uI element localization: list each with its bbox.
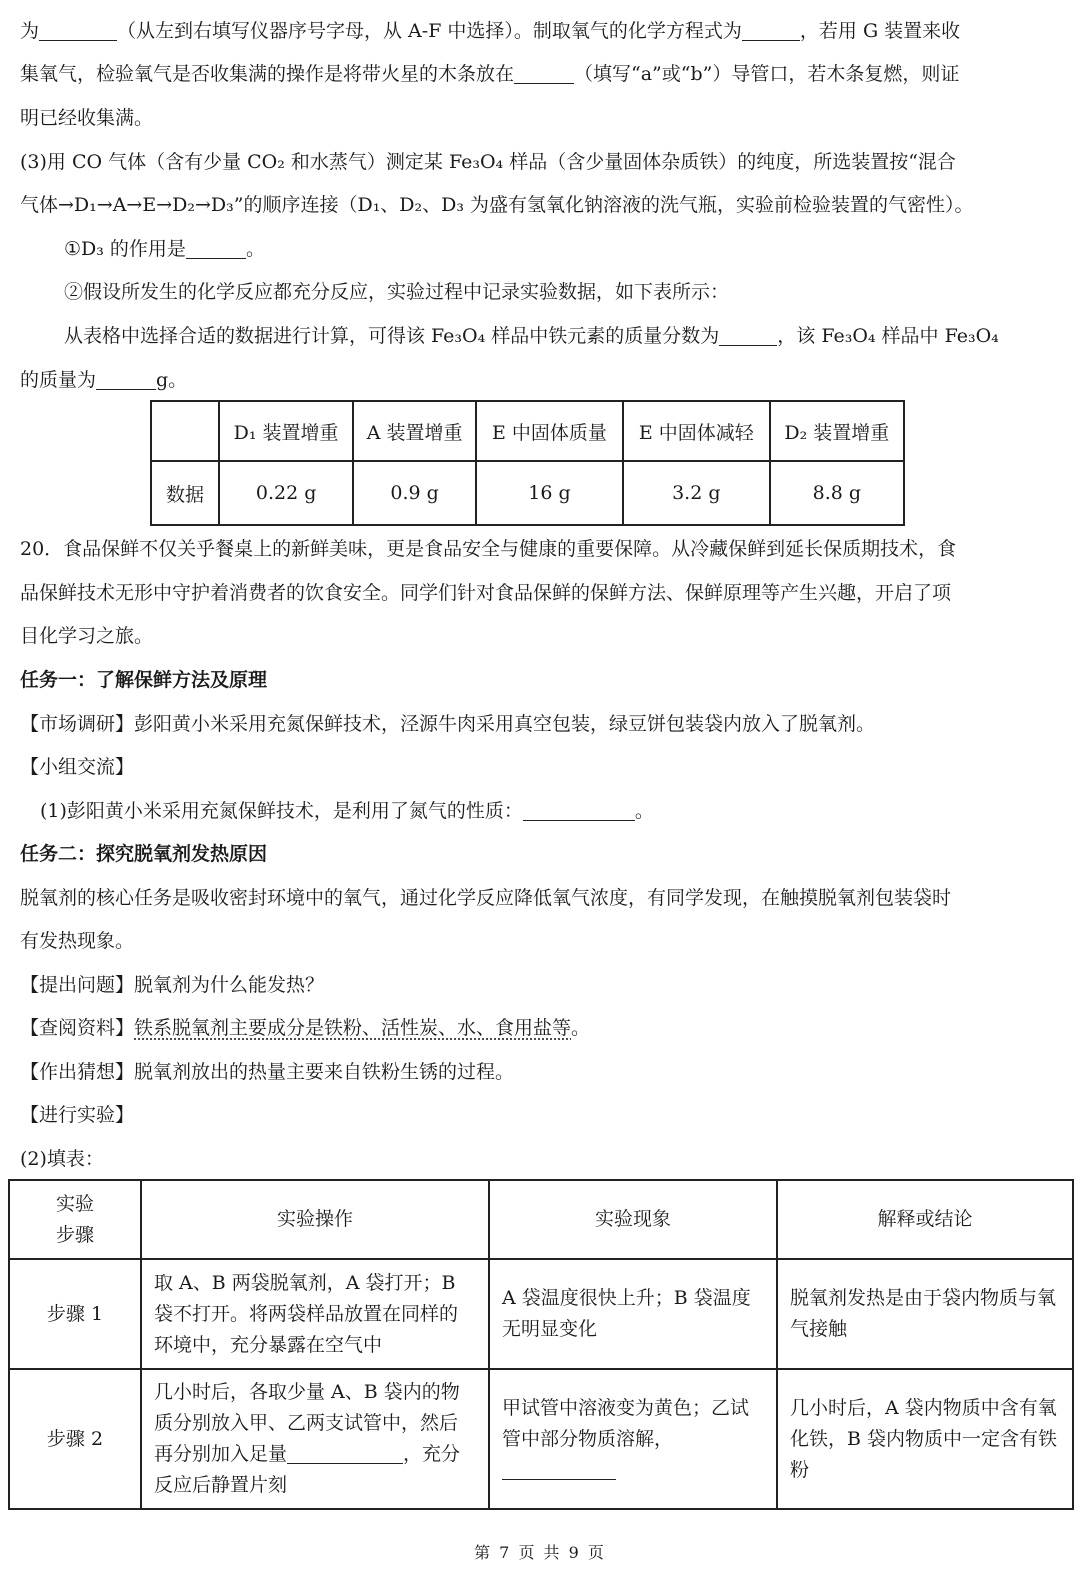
text: 集氧气，检验氧气是否收集满的操作是将带火星的木条放在	[20, 63, 515, 85]
text: (1)彭阳黄小米采用充氮保鲜技术，是利用了氮气的性质：	[40, 800, 523, 822]
data-table	[150, 400, 905, 526]
text: 从表格中选择合适的数据进行计算，可得该 Fe₃O₄ 样品中铁元素的质量分数为	[64, 325, 720, 347]
answer-blank[interactable]	[514, 59, 574, 84]
q19-sub2: ②假设所发生的化学反应都充分反应，实验过程中记录实验数据，如下表所示：	[64, 281, 730, 303]
table-cell: 0.9 g	[353, 461, 476, 525]
answer-blank[interactable]	[186, 234, 246, 259]
answer-blank[interactable]	[287, 1439, 403, 1464]
q20-intro2: 品保鲜技术无形中守护着消费者的饮食安全。同学们针对食品保鲜的保鲜方法、保鲜原理等产生兴趣，开启了项	[20, 582, 952, 604]
table-header-cell: 实验操作	[141, 1180, 489, 1259]
text: ，若用 G 装置来收	[799, 20, 961, 42]
table-row	[9, 1369, 1073, 1509]
table-cell: 8.8 g	[770, 461, 904, 525]
table-cell: A 袋温度很快上升；B 袋温度无明显变化	[489, 1259, 777, 1369]
task2-heading: 任务二：探究脱氧剂发热原因	[20, 843, 268, 865]
page-footer: 第 7 页 共 9 页	[474, 1543, 606, 1562]
table-header-cell: A 装置增重	[353, 401, 476, 461]
text: ，该 Fe₃O₄ 样品中 Fe₃O₄	[777, 325, 999, 347]
answer-blank[interactable]	[742, 16, 800, 41]
table-cell	[141, 1369, 489, 1509]
step-label: 步骤 2	[9, 1369, 141, 1509]
text: ①D₃ 的作用是	[64, 238, 186, 260]
experiment-table	[8, 1179, 1074, 1510]
text: 的质量为	[20, 369, 97, 391]
market-research: 【市场调研】彭阳黄小米采用充氮保鲜技术，泾源牛肉采用真空包装，绿豆饼包装袋内放入了脱氧剂。	[20, 713, 876, 735]
text: ，充分反应后静置片刻	[154, 1443, 461, 1496]
q19-line1	[20, 9, 1060, 53]
experiment-heading: 【进行实验】	[20, 1104, 135, 1126]
task2-para2: 有发热现象。	[20, 930, 135, 952]
table-header-cell	[151, 401, 219, 461]
text: （填写“a”或“b”）导管口，若木条复燃，则证	[574, 63, 960, 85]
table-cell	[489, 1369, 777, 1509]
table-cell: 3.2 g	[623, 461, 770, 525]
raise-question: 【提出问题】脱氧剂为什么能发热？	[20, 974, 325, 996]
text: 。	[245, 238, 265, 260]
table-header-row	[9, 1180, 1073, 1259]
text: 几小时后，各取少量 A、B 袋内的物质分别放入甲、乙两支试管中，然后再分别加入足量	[154, 1381, 460, 1465]
q19-calc	[64, 314, 1080, 358]
table-header-cell: E 中固体质量	[476, 401, 623, 461]
text: 为	[20, 20, 40, 42]
reference-info	[20, 1006, 1060, 1050]
q19-sub1	[64, 227, 1080, 271]
q19-part3-line1: (3)用 CO 气体（含有少量 CO₂ 和水蒸气）测定某 Fe₃O₄ 样品（含少量固体杂质铁）的纯度，所选装置按“混合	[20, 151, 956, 173]
text: g。	[156, 369, 188, 391]
emphasis-text: 铁系脱氧剂主要成分是铁粉、活性炭、水、食用盐等	[134, 1017, 572, 1039]
task1-heading: 任务一：了解保鲜方法及原理	[20, 669, 268, 691]
table-header-cell: D₁ 装置增重	[219, 401, 353, 461]
answer-blank[interactable]	[39, 16, 117, 41]
text: 。	[571, 1017, 591, 1039]
q19-line3: 明已经收集满。	[20, 107, 154, 129]
table-cell: 16 g	[476, 461, 623, 525]
text: 【查阅资料】	[20, 1017, 135, 1039]
table-cell: 0.22 g	[219, 461, 353, 525]
answer-blank[interactable]	[96, 365, 156, 390]
step-label: 步骤 1	[9, 1259, 141, 1369]
hypothesis: 【作出猜想】脱氧剂放出的热量主要来自铁粉生锈的过程。	[20, 1061, 515, 1083]
task2-para1: 脱氧剂的核心任务是吸收密封环境中的氧气，通过化学反应降低氧气浓度，有同学发现，在触摸脱氧剂包装袋时	[20, 887, 952, 909]
table-cell: 脱氧剂发热是由于袋内物质与氧气接触	[777, 1259, 1073, 1369]
table-header-cell: E 中固体减轻	[623, 401, 770, 461]
q20-intro1: 20．食品保鲜不仅关乎餐桌上的新鲜美味，更是食品安全与健康的重要保障。从冷藏保鲜到延长保质期技术，食	[20, 538, 957, 560]
table-cell: 取 A、B 两袋脱氧剂，A 袋打开；B 袋不打开。将两袋样品放置在同样的环境中，充分暴露在空气中	[141, 1259, 489, 1369]
q19-mass	[20, 358, 1060, 402]
table-header-cell: 解释或结论	[777, 1180, 1073, 1259]
q20-intro3: 目化学习之旅。	[20, 625, 154, 647]
fill-table-prompt: (2)填表：	[20, 1148, 104, 1170]
row-label: 数据	[151, 461, 219, 525]
table-row	[151, 461, 904, 525]
text: 。	[634, 800, 654, 822]
answer-blank[interactable]	[502, 1455, 616, 1480]
text: 甲试管中溶液变为黄色；乙试管中部分物质溶解，	[502, 1396, 750, 1450]
group-discussion: 【小组交流】	[20, 756, 135, 778]
q19-line2	[20, 52, 1060, 96]
table-header-cell: D₂ 装置增重	[770, 401, 904, 461]
table-header-row	[151, 401, 904, 461]
table-header-cell: 实验现象	[489, 1180, 777, 1259]
q20-sub1	[40, 789, 1080, 833]
table-header-cell: 实验 步骤	[9, 1180, 141, 1259]
q19-part3-line2: 气体→D₁→A→E→D₂→D₃”的顺序连接（D₁、D₂、D₃ 为盛有氢氧化钠溶液的洗气瓶，实验前检验装置的气密性）。	[20, 194, 974, 216]
answer-blank[interactable]	[523, 796, 635, 821]
text: （从左到右填写仪器序号字母，从 A-F 中选择）。制取氧气的化学方程式为	[117, 20, 742, 42]
table-row	[9, 1259, 1073, 1369]
answer-blank[interactable]	[719, 321, 777, 346]
table-cell: 几小时后，A 袋内物质中含有氧化铁，B 袋内物质中一定含有铁粉	[777, 1369, 1073, 1509]
